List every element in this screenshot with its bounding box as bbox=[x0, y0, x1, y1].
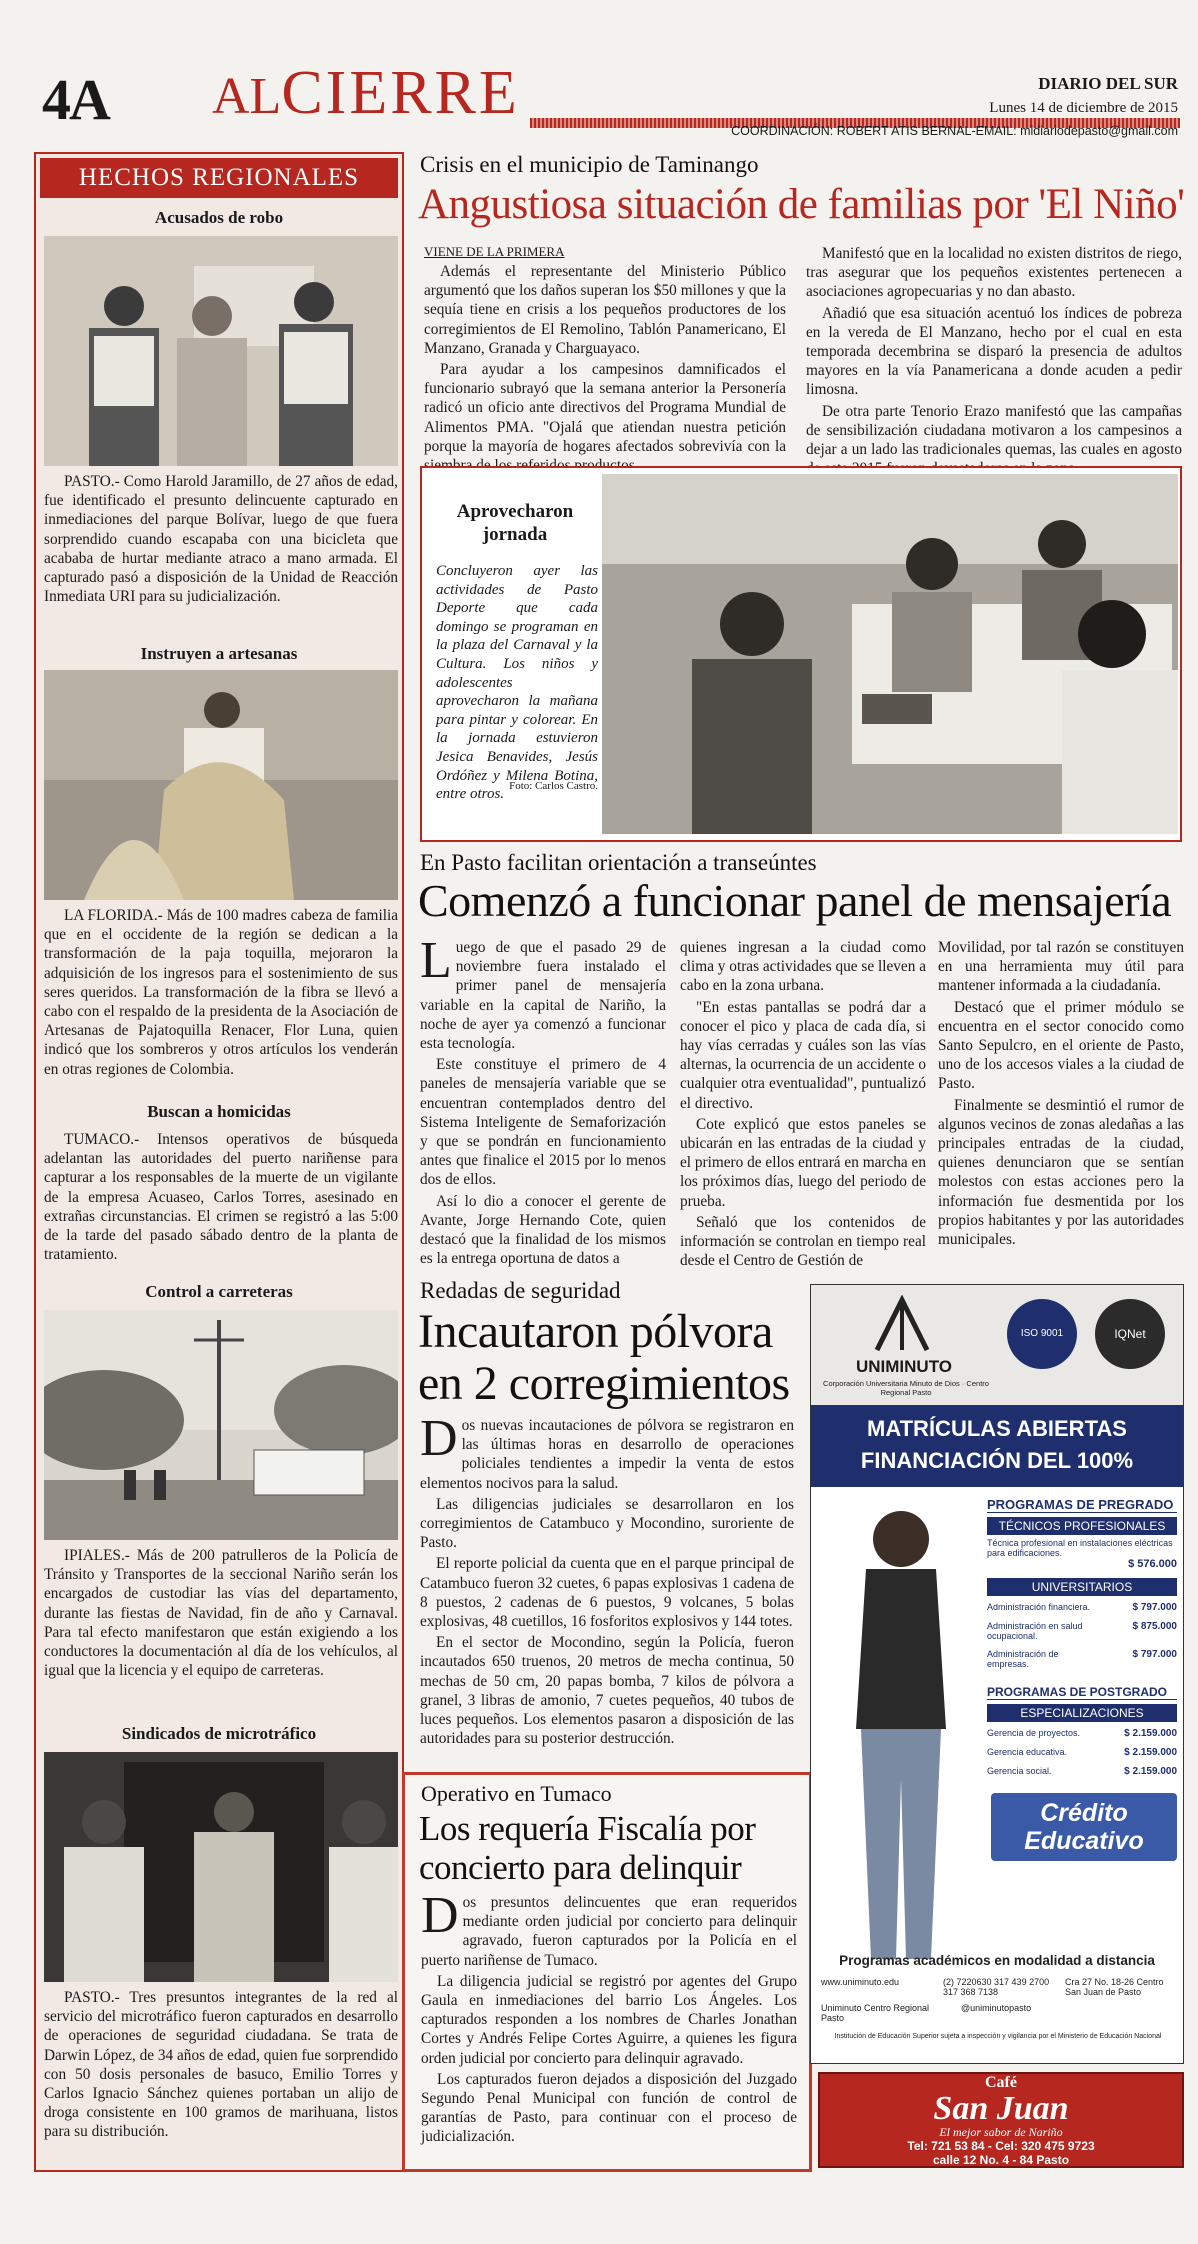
paragraph-text: os nuevas incautaciones de pólvora se registraron en las últimas horas en desarrollo de operaciones policiales tendientes a impedir la venta de estos elementos nocivos para la salud. bbox=[420, 1417, 794, 1492]
ad-logo-strip bbox=[811, 1285, 1183, 1405]
paragraph: Las diligencias judiciales se desarrollaron en los corregimientos de Catambuco y Mocondino, suroriente de Pasto. bbox=[420, 1495, 794, 1552]
paragraph: La diligencia judicial se registró por agentes del Grupo Gaula en inmediaciones del barrio Los Ángeles. Los capturados responden a los nombres de Charles Jonathan Cortes y Andrés Felipe Cortes Aguirre, a quienes les figura orden judicial por concierto para delinquir agravado. bbox=[421, 1972, 797, 2067]
article3-kicker: Redadas de seguridad bbox=[420, 1278, 621, 1303]
cafe-san-juan-ad[interactable] bbox=[818, 2072, 1184, 2168]
uniminuto-ad[interactable] bbox=[810, 1284, 1184, 2064]
tecnicos-title: TÉCNICOS PROFESIONALES bbox=[987, 1517, 1177, 1535]
iso-badge: ISO 9001 bbox=[1007, 1299, 1077, 1369]
tecnico-item: Técnica profesional en instalaciones eléctricas para edificaciones. bbox=[987, 1538, 1173, 1558]
cafe-brand: San Juan bbox=[933, 2090, 1069, 2127]
paragraph: quienes ingresan a la ciudad como clima y otras actividades que se lleven a cabo en la zona urbana. bbox=[680, 939, 926, 995]
paragraph: Los capturados fueron dejados a disposición del Juzgado Segundo Penal Municipal con función de control de garantías de Pasto, para continuar con el proceso de judicialización. bbox=[421, 2070, 797, 2146]
photo-box-caption: Concluyeron ayer las actividades de Pasto Deporte que cada domingo se programan en la plaza del Carnaval y la Cultura. Los niños y adolescentes aprovecharon la mañana para pintar y colorear. En la jornada estuvieron Jesica Benavides, Jesús Ordóñez y Milena Botina, entre otros. bbox=[436, 563, 598, 803]
ad-contacts bbox=[821, 1977, 1175, 2040]
article1-headline: Angustiosa situación de familias por 'El Niño' bbox=[418, 181, 1185, 228]
article2-kicker: En Pasto facilitan orientación a transeúntes bbox=[420, 850, 817, 875]
photo-box bbox=[420, 466, 1182, 842]
paragraph: Manifestó que en la localidad no existen distritos de riego, tras asegurar que los pequeños existentes pertenecen a asociaciones agropecuarias y no dan abasto. bbox=[806, 245, 1182, 301]
uni-item: Administración en salud ocupacional. $ 875.000 bbox=[987, 1621, 1177, 1641]
paragraph-text: uego de que el pasado 29 de noviembre fuera instalado el primer panel de mensajería variable en la capital de Nariño, la noche de ayer ya comenzó a funcionar esta tecnología. bbox=[420, 939, 666, 1053]
ad-web[interactable]: www.uniminuto.edu bbox=[821, 1977, 900, 1987]
ad-banner bbox=[811, 1405, 1183, 1487]
universitarios-title: UNIVERSITARIOS bbox=[987, 1578, 1177, 1596]
paragraph bbox=[420, 1410, 794, 1493]
sidebar-header: HECHOS REGIONALES bbox=[40, 158, 398, 198]
article4-kicker: Operativo en Tumaco bbox=[421, 1781, 612, 1806]
coordination-line: COORDINACIÓN: ROBERT ATIS BERNAL-EMAIL: midiariodepasto@gmail.com bbox=[731, 124, 1178, 138]
paragraph bbox=[420, 932, 666, 1053]
ad-address: Cra 27 No. 18-26 Centro San Juan de Pasto bbox=[1065, 1977, 1164, 1997]
paragraph: Señaló que los contenidos de información se controlan en tiempo real desde el Centro de Gestión de bbox=[680, 1213, 926, 1270]
paper-name: DIARIO DEL SUR bbox=[1038, 74, 1178, 93]
article4-body bbox=[421, 1887, 797, 2149]
regional-sidebar bbox=[34, 152, 404, 2172]
article1-col2 bbox=[806, 244, 1182, 480]
postgrado-title: PROGRAMAS DE POSTGRADO bbox=[987, 1685, 1177, 1700]
article2-col1 bbox=[420, 932, 666, 1270]
dropcap: D bbox=[420, 1410, 458, 1467]
uni-item: Administración de empresas. $ 797.000 bbox=[987, 1649, 1177, 1669]
article2-col2 bbox=[680, 938, 926, 1272]
sidebar-item-text: PASTO.- Como Harold Jaramillo, de 27 años de edad, fue identificado el presunto delincuente capturado en inmediaciones del parque Bolívar, luego de que fuera sorprendido cuando escapaba con una bicicleta que acababa de hurtar mediante atraco a mano armada. El capturado pasó a disposición de la Unidad de Reacción Inmediata URI para su judicialización. bbox=[44, 473, 398, 606]
ad-footnote: Institución de Educación Superior sujeta a inspección y vigilancia por el Ministerio de Educación Nacional bbox=[834, 2033, 1162, 2040]
section-title-al: AL bbox=[212, 68, 282, 125]
sidebar-item-title: Buscan a homicidas bbox=[147, 1102, 291, 1121]
paragraph: Movilidad, por tal razón se constituyen en una herramienta muy útil para mantener informada a la ciudadanía. bbox=[938, 939, 1184, 995]
article2-headline: Comenzó a funcionar panel de mensajería bbox=[418, 875, 1172, 926]
ad-model-photo bbox=[821, 1499, 981, 1969]
ad-brand: UNIMINUTO bbox=[855, 1357, 952, 1376]
article4-headline bbox=[419, 1809, 755, 1887]
cafe-phones: Tel: 721 53 84 - Cel: 320 475 9723 bbox=[907, 2139, 1095, 2153]
paragraph: "En estas pantallas se podrá dar a conocer el pico y placa de cada día, si hay vías cerradas y cuáles son las vías alternas, la ocurrencia de un accidente o cualquier otra eventualidad", puntualizó el directivo. bbox=[680, 998, 926, 1112]
article1-col1 bbox=[424, 262, 786, 477]
cafe-slogan: El mejor sabor de Nariño bbox=[939, 2125, 1063, 2139]
paragraph-text: os presuntos delincuentes que eran requeridos mediante orden judicial por concierto para delinquir agravado, fueron capturados por la Policía en el puerto nariñense de Tumaco. bbox=[421, 1894, 797, 1969]
article3-body bbox=[420, 1410, 794, 1750]
paragraph: Así lo dio a conocer el gerente de Avante, Jorge Hernando Cote, quien destacó que la finalidad de los mismos es la entrega oportuna de datos a bbox=[420, 1192, 666, 1268]
esp-item: Gerencia de proyectos. $ 2.159.000 bbox=[987, 1728, 1177, 1739]
credito-line1: Crédito bbox=[1040, 1799, 1128, 1827]
sidebar-item-title: Instruyen a artesanas bbox=[140, 644, 298, 663]
ad-distance: Programas académicos en modalidad a distancia bbox=[839, 1953, 1155, 1968]
paragraph: Además el representante del Ministerio Público argumentó que los daños superan los $50 millones y que la sequía tiene en crisis a los pequeños productores de los corregimientos de El Remolino, Tablón Panamericano, El Manzano, Granada y Charguayaco. bbox=[424, 263, 786, 357]
ad-facebook[interactable]: Uniminuto Centro Regional Pasto bbox=[821, 2003, 930, 2023]
photo-highway bbox=[44, 1310, 398, 1540]
paragraph: Este constituye el primero de 4 paneles de mensajería variable que se encuentran contemplados dentro del Sistema Inteligente de Semaforización y que se pondrán en funcionamiento antes que finalice el 2015 por lo menos dos de ellos. bbox=[420, 1056, 666, 1189]
dropcap: D bbox=[421, 1887, 459, 1944]
cafe-label: Café bbox=[985, 2074, 1017, 2091]
article1-kicker: Crisis en el municipio de Taminango bbox=[420, 152, 759, 177]
paragraph: En el sector de Mocondino, según la Policía, fueron incautados 650 truenos, 20 metros de mecha continua, 50 mechas de 50 cm, 20 papas bomba, 7 kilos de pólvora a granel, 3 libras de amonio, 7 cuetes pequeños, 40 tubos de luces pequeños. Los elementos pasaron a disposición de las autoridades para su posterior destrucción. bbox=[420, 1634, 794, 1748]
paragraph: De otra parte Tenorio Erazo manifestó que las campañas de sensibilización ciudadana motivaron a los campesinos a dejar a un lado las tradicionales quemas, las cuales en agosto bbox=[806, 402, 1182, 459]
article4-headline-line1: Los requería Fiscalía por bbox=[419, 1809, 756, 1848]
tecnico-price: $ 576.000 bbox=[1128, 1558, 1177, 1570]
paragraph bbox=[421, 1887, 797, 1970]
ad-banner-line2: FINANCIACIÓN DEL 100% bbox=[860, 1448, 1134, 1473]
esp-item: Gerencia social. $ 2.159.000 bbox=[987, 1766, 1177, 1777]
paragraph: Cote explicó que estos paneles se ubicarán en las entradas de la ciudad y el primero de ellos entrará en marcha en los próximos días, luego del periodo de prueba. bbox=[680, 1115, 926, 1210]
article3-headline bbox=[418, 1306, 790, 1410]
article4-headline-line2: concierto para delinquir bbox=[419, 1848, 742, 1887]
paragraph: Añadió que esa situación acentuó los índices de pobreza en la vereda de El Manzano, hecho por el cual en esta temporada decembrina se disparó la presencia de adultos mayores en la vía Panamericana a donde acuden a pedir limosna. bbox=[806, 304, 1182, 399]
cafe-address: calle 12 No. 4 - 84 Pasto bbox=[932, 2153, 1070, 2167]
photo-children-painting bbox=[602, 474, 1178, 834]
photo-microtrafficking bbox=[44, 1752, 398, 1982]
sidebar-item-title: Control a carreteras bbox=[145, 1282, 293, 1301]
article2-col3 bbox=[938, 938, 1184, 1251]
photo-artisans bbox=[44, 670, 398, 900]
sidebar-item-title: Sindicados de microtráfico bbox=[121, 1724, 317, 1743]
sidebar-item-text: PASTO.- Tres presuntos integrantes de la red al servicio del microtráfico fueron capturados en desarrollo de operaciones de seguridad ciudadana. Se trata de Darwin López, de 34 años de edad, quien fue sorprendido con 50 dosis personales de basuco, Emilio Torres y Carlos Ignacio Sánchez quienes portaban un alijo de droga consistente en 100 gramos de marihuana, listos para su distribución. bbox=[44, 1989, 398, 2141]
article3-headline-line1: Incautaron pólvora bbox=[418, 1305, 773, 1358]
photo-robbery bbox=[44, 236, 398, 466]
page-number: 4A bbox=[42, 67, 109, 132]
article1-jump: VIENE DE LA PRIMERA bbox=[424, 244, 565, 259]
ad-twitter[interactable]: @uniminutopasto bbox=[961, 2003, 1032, 2013]
issue-date: Lunes 14 de diciembre de 2015 bbox=[989, 100, 1178, 116]
iqnet-badge: IQNet bbox=[1095, 1299, 1165, 1369]
paragraph: Destacó que el primer módulo se encuentra en el sector conocido como Santo Sepulcro, en el oriente de Pasto, uno de los accesos viales a la ciudad de Pasto. bbox=[938, 998, 1184, 1093]
photo-credit: Foto: Carlos Castro. bbox=[509, 780, 598, 792]
paragraph: Para ayudar a los campesinos damnificados el funcionario subrayó que la semana anterior la Personería radicó un oficio ante directivos del Programa Mundial de Alimentos PMA. "Ojalá que atiendan nuestra petición porque la mayoría de hogares afectados sobrevivía con la bbox=[424, 361, 786, 455]
photo-box-title: Aprovecharon jornada bbox=[456, 501, 574, 545]
ad-brand-sub: Corporación Universitaria Minuto de Dios · Centro Regional Pasto bbox=[823, 1379, 989, 1397]
ad-phone: (2) 7220630 317 439 2700 317 368 7138 bbox=[943, 1977, 1050, 1997]
paragraph: Finalmente se desmintió el rumor de algunos vecinos de zonas aledañas a las principales entradas de la ciudad, quienes denunciaron que se sentían molestos con estas acciones pero la información fue desmentida por los propios habitantes y por las autoridades municipales. bbox=[938, 1096, 1184, 1249]
sidebar-item-text: TUMACO.- Intensos operativos de búsqueda adelantan las autoridades del puerto nariñense para capturar a los responsables de la muerte de un vigilante de la empresa Acuaseo, Carlos Torres, asesinado en extrañas circunstancias. El crimen se registró a las 5:00 de la tarde del pasado sábado dentro de la planta de tratamiento. bbox=[44, 1131, 398, 1264]
sidebar-item-text: IPIALES.- Más de 200 patrulleros de la Policía de Tránsito y Transportes de la seccional Nariño serán los encargados de custodiar las vías del departamento, durante las fiestas de Navidad, fin de año y Carnaval. Para tal efecto manifestaron que están exigiendo a los conductores la documentación al día de los vehículos, al igual que la licencia y el equipo de carreteras. bbox=[44, 1547, 398, 1680]
sidebar-item-text: LA FLORIDA.- Más de 100 madres cabeza de familia que en el occidente de la región se dedican a la transformación de la paja toquilla, mejoraron la adquisición de los ingresos para el sostenimiento de sus seres queridos. La transformación de la fibra se llevó a cabo con el respaldo de la presidenta de la Asociación de Artesanas de Pajatoquilla Renacer, Flor Luna, quien indicó que los sombreros y otros artículos los venderán en otras regiones de Colombia. bbox=[44, 907, 398, 1078]
uniminuto-logo-icon bbox=[867, 1295, 937, 1355]
uni-item: Administración financiera. $ 797.000 bbox=[987, 1602, 1177, 1613]
ad-banner-line1: MATRÍCULAS ABIERTAS bbox=[867, 1416, 1127, 1441]
credito-badge bbox=[991, 1793, 1177, 1861]
esp-item: Gerencia educativa. $ 2.159.000 bbox=[987, 1747, 1177, 1758]
article4-box bbox=[402, 1772, 812, 2172]
especializaciones-title: ESPECIALIZACIONES bbox=[987, 1704, 1177, 1722]
paragraph: El reporte policial da cuenta que en el parque principal de Catambuco fueron 32 cuetes, 6 papas explosivas 1 cadena de 8 puestos, 2 cadenas de 6 puestos, 9 volcanes, 5 bolas explosivas, 48 cuetillos, 16 fosforitos explosivos y 144 totes. bbox=[420, 1555, 794, 1631]
sidebar-item-title: Acusados de robo bbox=[154, 208, 284, 227]
credito-line2: Educativo bbox=[1024, 1827, 1144, 1855]
dropcap: L bbox=[420, 932, 452, 989]
section-title-cierre: CIERRE bbox=[281, 59, 520, 127]
article3-headline-line2: en 2 corregimientos bbox=[418, 1357, 790, 1410]
section-title bbox=[212, 58, 520, 129]
ad-program-list bbox=[987, 1497, 1177, 1777]
pregrado-title: PROGRAMAS DE PREGRADO bbox=[987, 1497, 1177, 1513]
